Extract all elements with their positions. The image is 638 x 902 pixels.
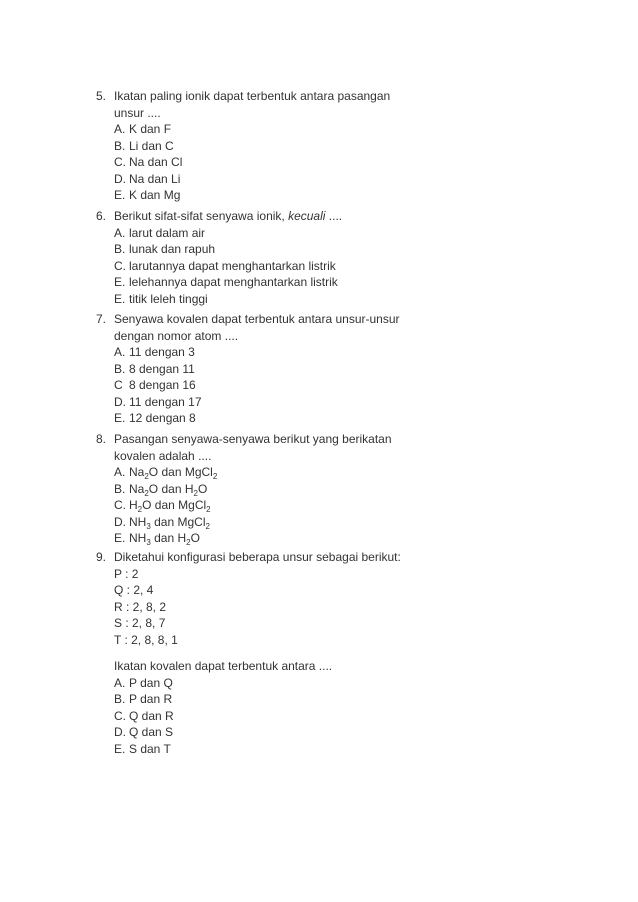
question-prompt: Ikatan kovalen dapat terbentuk antara .... (114, 659, 333, 673)
formula-part: O dan H (148, 481, 194, 496)
option-text: larut dalam air (129, 225, 206, 240)
option-letter: D. (114, 725, 126, 739)
formula-subscript: 2 (193, 488, 198, 498)
option-text: P dan Q (129, 675, 173, 690)
option-text: Na dan Li (129, 171, 181, 186)
formula-part: O dan MgCl (148, 465, 213, 479)
option-letter: C. (114, 708, 126, 723)
option-letter: E. (114, 741, 126, 756)
question-9 (96, 549, 456, 757)
question-8 (96, 431, 456, 547)
question-line: Ikatan paling ionik dapat terbentuk antara pasangan (114, 89, 391, 103)
question-line: kovalen adalah .... (114, 448, 212, 463)
formula-subscript: 2 (205, 521, 210, 531)
options (114, 464, 456, 547)
option-letter: A. (114, 675, 126, 690)
option-text: K dan F (129, 122, 172, 136)
config-p: P : 2 (114, 566, 139, 581)
question-number: 7. (96, 312, 107, 326)
formula-subscript: 2 (206, 505, 211, 514)
option-b (114, 241, 456, 258)
option-letter: B. (114, 361, 126, 376)
option-letter: D. (114, 394, 126, 409)
option-d (114, 274, 456, 291)
config-s: S : 2, 8, 7 (114, 616, 166, 630)
formula-subscript: 2 (212, 472, 218, 481)
option-text: 8 dengan 16 (129, 378, 196, 392)
option-text: S dan T (129, 741, 171, 756)
formula-subscript: 3 (146, 538, 151, 547)
option-letter: B. (114, 481, 126, 496)
option-a (114, 225, 456, 242)
configuration-list (114, 566, 456, 675)
formula-part: dan MgCl (150, 514, 206, 529)
option-text: Q dan S (129, 725, 174, 739)
option-b (114, 481, 456, 498)
option-d (114, 514, 456, 531)
option-text: lunak dan rapuh (129, 242, 216, 256)
formula-subscript: 3 (146, 521, 151, 531)
question-line: unsur .... (114, 105, 161, 120)
question-number: 8. (96, 432, 107, 446)
option-b (114, 361, 456, 378)
option-e (114, 530, 456, 547)
option-letter: B. (114, 692, 126, 706)
option-letter: C. (114, 498, 126, 512)
options (114, 121, 456, 204)
question-line-end: .... (325, 209, 343, 223)
option-text: Q dan R (129, 708, 174, 723)
option-text: K dan Mg (129, 188, 181, 202)
question-line: Diketahui konfigurasi beberapa unsur sebagai berikut: (114, 550, 401, 564)
option-text: 11 dengan 3 (129, 345, 195, 359)
option-letter: E. (114, 531, 126, 545)
formula-part: O (197, 481, 208, 496)
question-text (114, 431, 456, 464)
question-text (114, 549, 456, 566)
question-7 (96, 311, 456, 427)
question-text (114, 311, 456, 344)
option-letter: A. (114, 225, 126, 240)
question-5 (96, 88, 456, 204)
option-letter: E. (114, 411, 126, 425)
option-e (114, 410, 456, 427)
config-t: T : 2, 8, 8, 1 (114, 632, 178, 647)
option-a (114, 344, 456, 361)
question-emphasis: kecuali (288, 209, 326, 223)
formula-part: Na (129, 465, 145, 479)
formula-part: H (129, 498, 138, 512)
option-b (114, 691, 456, 708)
option-letter: E. (114, 275, 126, 289)
option-text: 11 dengan 17 (129, 394, 202, 409)
config-r: R : 2, 8, 2 (114, 599, 167, 614)
option-text: Li dan C (129, 138, 174, 153)
formula-part: NH (129, 514, 147, 529)
formula-part: dan H (150, 531, 187, 545)
question-text (114, 88, 456, 121)
option-letter: E. (114, 291, 126, 306)
question-line: Pasangan senyawa-senyawa berikut yang berikatan (114, 432, 392, 446)
option-b (114, 138, 456, 155)
option-letter: C. (114, 258, 126, 273)
option-letter: A. (114, 122, 126, 136)
question-line: Senyawa kovalen dapat terbentuk antara unsur-unsur (114, 312, 400, 326)
option-a (114, 675, 456, 692)
question-line: dengan nomor atom .... (114, 328, 239, 343)
option-text: titik leleh tinggi (129, 291, 208, 306)
option-letter: C (114, 378, 123, 392)
option-letter: A. (114, 345, 126, 359)
option-a (114, 121, 456, 138)
option-letter: B. (114, 242, 126, 256)
option-text: P dan R (129, 692, 173, 706)
option-c (114, 258, 456, 275)
question-number: 6. (96, 209, 107, 223)
option-a (114, 464, 456, 481)
options (114, 675, 456, 758)
option-d (114, 394, 456, 411)
question-number: 5. (96, 89, 107, 103)
option-e (114, 741, 456, 758)
option-c (114, 497, 456, 514)
option-letter: D. (114, 171, 126, 186)
option-d (114, 171, 456, 188)
formula-part: O dan MgCl (142, 498, 207, 512)
option-d (114, 724, 456, 741)
option-text: 12 dengan 8 (129, 411, 196, 425)
formula-subscript: 2 (144, 488, 149, 498)
option-e (114, 187, 456, 204)
question-number: 9. (96, 550, 107, 564)
question-6 (96, 208, 456, 307)
options (114, 344, 456, 427)
option-letter: B. (114, 138, 126, 153)
formula-subscript: 2 (137, 505, 143, 514)
option-c (114, 154, 456, 171)
formula-part: NH (129, 531, 147, 545)
option-text: 8 dengan 11 (129, 361, 195, 376)
option-letter: A. (114, 465, 126, 479)
option-text: lelehannya dapat menghantarkan listrik (129, 275, 338, 289)
question-line: Berikut sifat-sifat senyawa ionik, (114, 209, 289, 223)
option-letter: E. (114, 188, 126, 202)
question-text (114, 208, 456, 225)
formula-part: Na (129, 481, 145, 496)
option-c (114, 708, 456, 725)
config-q: Q : 2, 4 (114, 583, 154, 597)
option-letter: D. (114, 514, 126, 529)
option-text: Na dan Cl (129, 155, 183, 169)
formula-subscript: 2 (186, 538, 191, 547)
option-e (114, 291, 456, 308)
formula-subscript: 2 (144, 472, 149, 481)
formula-part: O (190, 531, 200, 545)
option-letter: C. (114, 155, 126, 169)
option-text: larutannya dapat menghantarkan listrik (129, 258, 336, 273)
option-c (114, 377, 456, 394)
options (114, 225, 456, 308)
